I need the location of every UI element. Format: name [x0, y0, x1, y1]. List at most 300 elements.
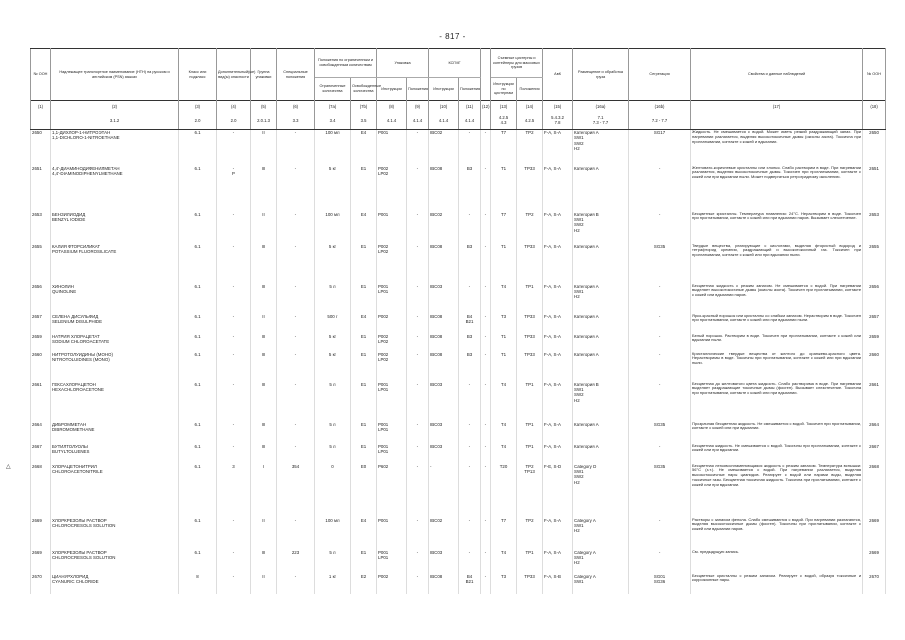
un-number: 2653 [31, 212, 51, 244]
header-limited: Ограниченные количества [315, 78, 351, 101]
ems-cell: F-A, S-A [543, 166, 573, 212]
header-class: Класс или подкласс [179, 49, 217, 101]
ems-cell: F-A, S-A [543, 518, 573, 550]
packaging-instr-cell: P001 LP01 [377, 284, 407, 314]
col12-cell: - [481, 166, 491, 212]
header-un-no-right: № ООН [863, 49, 886, 101]
ibc-instr-cell: IBC02 [429, 212, 459, 244]
column-number: (13) [491, 101, 517, 114]
substance-name [51, 130, 179, 166]
tank-instr-cell: T3 [491, 314, 517, 334]
header-ibc-instr: Инструкции [429, 78, 459, 101]
segregation-cell: SG35 [629, 244, 691, 284]
packaging-prov-cell: - [407, 166, 429, 212]
un-number: 2669 [31, 550, 51, 574]
packaging-instr-cell: P001 [377, 518, 407, 550]
col12-cell: - [481, 464, 491, 518]
un-number-right: 2669 [863, 518, 886, 550]
class-cell: 6.1 [179, 518, 217, 550]
segregation-cell: - [629, 284, 691, 314]
packaging-prov-cell: - [407, 244, 429, 284]
column-number: (16a) [573, 101, 629, 114]
un-number: 2659 [31, 334, 51, 352]
name-en: DIBROMOMETHANE [52, 426, 95, 432]
tank-prov-cell: TP1 [517, 550, 543, 574]
excepted-quantity-cell: E4 [351, 314, 377, 334]
subsidiary-cell: - P [217, 166, 251, 212]
column-reference: 7.2 - 7.7 [629, 113, 691, 130]
class-cell: 6.1 [179, 422, 217, 444]
un-number-right: 2656 [863, 284, 886, 314]
header-ems: АвК [543, 49, 573, 101]
special-provisions-cell: - [277, 382, 315, 422]
substance-name [51, 550, 179, 574]
ibc-prov-cell: B4 B21 [459, 574, 481, 594]
name-ru: ЦИАНУРХЛОРИД [52, 573, 89, 579]
column-reference: 2.0 [179, 113, 217, 130]
name-en: BENZYL IODIDE [52, 216, 86, 222]
substance-name [51, 212, 179, 244]
stowage-cell: Category A SW1 H2 [573, 550, 629, 574]
name-en: 4,4'-DIAMINODIPHENYLMETHANE [52, 170, 123, 176]
name-en: CHLOROCRESOLS SOLUTION [52, 522, 116, 528]
header-stowage: Размещение и обработка груза [573, 49, 629, 101]
subsidiary-cell: - [217, 352, 251, 382]
packing-group-cell: II [251, 130, 277, 166]
header-excepted: Освобожденные количества [351, 78, 377, 101]
tank-prov-cell: TP33 [517, 314, 543, 334]
name-en: CHLOROCRESOLS SOLUTION [52, 554, 116, 560]
special-provisions-cell: 223 [277, 550, 315, 574]
special-provisions-cell: - [277, 352, 315, 382]
column-number: (11) [459, 101, 481, 114]
excepted-quantity-cell: E1 [351, 422, 377, 444]
ibc-prov-cell: - [459, 464, 481, 518]
subsidiary-cell: - [217, 382, 251, 422]
table-body [31, 130, 886, 594]
ibc-prov-cell: - [459, 518, 481, 550]
un-number: 2670 [31, 574, 51, 594]
properties-cell: Желтовато-коричневые кристаллы или хлопья. Слабо растворим в воде. При нагревании разлагается, выделяя высокотоксичные дымы. Токсичен при проглатывании, контакте с кожей или при вдыхании пыли. Может подвергаться ретроградному окислению. [691, 166, 863, 212]
subsidiary-cell: - [217, 334, 251, 352]
limited-quantity-cell: 5 л [315, 422, 351, 444]
col12-cell: - [481, 212, 491, 244]
properties-cell: См. предыдущую запись. [691, 550, 863, 574]
name-en: POTASSIUM FLUOROSILICATE [52, 248, 117, 254]
properties-cell: Бесцветная жидкость. Не смешивается с водой. Токсичны при проглатывании, контакте с кожей или при вдыхании. [691, 444, 863, 464]
ems-cell: F-A, S-A [543, 382, 573, 422]
ibc-instr-cell: IBC08 [429, 244, 459, 284]
properties-cell: Прозрачная бесцветная жидкость. Не смешивается с водой. Токсичен при проглатывании, контакте с кожей или при вдыхании. [691, 422, 863, 444]
header-properties: Свойства и данные наблюдений [691, 49, 863, 101]
segregation-cell: - [629, 212, 691, 244]
packaging-prov-cell: - [407, 352, 429, 382]
column-number: (7b) [351, 101, 377, 114]
limited-quantity-cell: 100 мл [315, 518, 351, 550]
name-ru: ДИБРОММЕТАН [52, 421, 87, 427]
name-ru: БУТИЛТОЛУОЛЫ [52, 443, 88, 449]
ibc-prov-cell: - [459, 382, 481, 422]
class-cell: 6.1 [179, 550, 217, 574]
tank-instr-cell: T4 [491, 284, 517, 314]
segregation-cell: - [629, 550, 691, 574]
page-number: - 817 - [439, 32, 466, 41]
packaging-instr-cell: P001 LP01 [377, 550, 407, 574]
packaging-prov-cell: - [407, 444, 429, 464]
un-number: 2667 [31, 444, 51, 464]
subsidiary-cell: 3 [217, 464, 251, 518]
column-number: (6) [277, 101, 315, 114]
excepted-quantity-cell: E1 [351, 284, 377, 314]
packing-group-cell: III [251, 284, 277, 314]
packaging-prov-cell: - [407, 314, 429, 334]
ibc-prov-cell: B3 [459, 352, 481, 382]
tank-instr-cell: T7 [491, 130, 517, 166]
header-packaging: Упаковка [377, 49, 429, 78]
name-ru: БЕНЗИЛИОДИД [52, 211, 86, 217]
name-ru: СЕЛЕНА ДИСУЛЬФИД [52, 313, 99, 319]
un-number-right: 2670 [863, 574, 886, 594]
ibc-prov-cell: - [459, 284, 481, 314]
ems-cell: F-A, S-A [543, 352, 573, 382]
table-row [31, 352, 886, 382]
column-number-row [31, 101, 886, 114]
col12-cell: - [481, 244, 491, 284]
special-provisions-cell: - [277, 444, 315, 464]
tank-instr-cell: T4 [491, 382, 517, 422]
packaging-instr-cell: P002 LP02 [377, 334, 407, 352]
limited-quantity-cell: 1 кг [315, 574, 351, 594]
header-un-no: № ООН [31, 49, 51, 101]
header-packaging-instr: Инструкции [377, 78, 407, 101]
col12-cell: - [481, 352, 491, 382]
ibc-instr-cell: IBC02 [429, 130, 459, 166]
class-cell: 6.1 [179, 382, 217, 422]
column-number: (5) [251, 101, 277, 114]
table-row [31, 244, 886, 284]
packing-group-cell: II [251, 574, 277, 594]
dangerous-goods-list-table [30, 48, 886, 594]
column-reference [481, 113, 491, 130]
subsidiary-cell: - [217, 314, 251, 334]
special-provisions-cell: - [277, 518, 315, 550]
class-cell: 6.1 [179, 314, 217, 334]
ibc-instr-cell: IBC03 [429, 550, 459, 574]
special-provisions-cell: - [277, 422, 315, 444]
column-number: (9) [407, 101, 429, 114]
col12-cell: - [481, 550, 491, 574]
column-number: (17) [691, 101, 863, 114]
packaging-instr-cell: P002 LP02 [377, 166, 407, 212]
excepted-quantity-cell: E1 [351, 352, 377, 382]
un-number-right: 2650 [863, 130, 886, 166]
subsidiary-cell: - [217, 518, 251, 550]
stowage-cell: Категория A [573, 352, 629, 382]
ibc-instr-cell: IBC03 [429, 422, 459, 444]
class-cell: 6.1 [179, 244, 217, 284]
packing-group-cell: III [251, 244, 277, 284]
name-en: CYANURIC CHLORIDE [52, 578, 99, 584]
ems-cell: F-A, S-A [543, 130, 573, 166]
packaging-instr-cell: P001 LP01 [377, 444, 407, 464]
un-number-right: 2659 [863, 334, 886, 352]
column-reference: 4.1.4 [429, 113, 459, 130]
column-reference [31, 113, 51, 130]
segregation-cell: - [629, 314, 691, 334]
amendment-marker-icon: △ [6, 464, 11, 470]
class-cell: 6.1 [179, 284, 217, 314]
class-cell: 8 [179, 574, 217, 594]
subsidiary-cell: - [217, 574, 251, 594]
un-number-right: 2651 [863, 166, 886, 212]
header-ibc: КСГМГ [429, 49, 481, 78]
column-reference: 5.4.3.2 7.8 [543, 113, 573, 130]
column-reference: 3.4 [315, 113, 351, 130]
tank-instr-cell: T1 [491, 334, 517, 352]
segregation-cell: SG01 SG36 [629, 574, 691, 594]
column-reference: 4.1.4 [377, 113, 407, 130]
segregation-cell: SG35 [629, 464, 691, 518]
special-provisions-cell: - [277, 334, 315, 352]
packaging-instr-cell: P602 [377, 464, 407, 518]
packaging-instr-cell: P001 [377, 130, 407, 166]
stowage-cell: Category D SW1 SW2 H2 [573, 464, 629, 518]
column-reference: 4.2.5 [517, 113, 543, 130]
header-segregation: Сегрегация [629, 49, 691, 101]
name-ru: 1,1-ДИХЛОР-1-НИТРОЭТАН [52, 130, 111, 135]
col12-cell: - [481, 518, 491, 550]
column-number: (14) [517, 101, 543, 114]
ems-cell: F-A, S-A [543, 244, 573, 284]
special-provisions-cell: - [277, 212, 315, 244]
subsidiary-cell: - [217, 212, 251, 244]
packaging-prov-cell: - [407, 284, 429, 314]
column-number: (3) [179, 101, 217, 114]
un-number: 2660 [31, 352, 51, 382]
column-reference: 2.0 [217, 113, 251, 130]
tank-prov-cell: TP1 [517, 444, 543, 464]
name-ru: ХЛОРКРЕЗОЛЫ РАСТВОР [52, 549, 107, 555]
properties-cell: Твердые вещества, реагирующие с кислотами, выделяя фтористый водород и тетрафторид кремния, раздражающий и высокотоксичный газ. Токсичен при проглатывании, контакте с кожей или при вдыхании пыли. [691, 244, 863, 284]
excepted-quantity-cell: E1 [351, 244, 377, 284]
column-number: (10) [429, 101, 459, 114]
substance-name [51, 244, 179, 284]
tank-prov-cell: TP33 [517, 166, 543, 212]
name-en: SODIUM CHLOROACETATE [52, 338, 110, 344]
un-number-right: 2664 [863, 422, 886, 444]
packaging-prov-cell: - [407, 464, 429, 518]
excepted-quantity-cell: E4 [351, 130, 377, 166]
limited-quantity-cell: 100 мл [315, 130, 351, 166]
column-number: (2) [51, 101, 179, 114]
header-packaging-prov: Положения [407, 78, 429, 101]
substance-name [51, 166, 179, 212]
tank-prov-cell: TP2 TP13 [517, 464, 543, 518]
packaging-instr-cell: P002 [377, 314, 407, 334]
name-en: SELENIUM DISULPHIDE [52, 318, 103, 324]
tank-instr-cell: T4 [491, 444, 517, 464]
column-number: (8) [377, 101, 407, 114]
packing-group-cell: II [251, 314, 277, 334]
stowage-cell: Категория A [573, 444, 629, 464]
stowage-cell: Категория A SW1 SW2 H2 [573, 130, 629, 166]
packaging-instr-cell: P001 LP01 [377, 382, 407, 422]
tank-instr-cell: T1 [491, 166, 517, 212]
limited-quantity-cell: 5 л [315, 444, 351, 464]
un-number: 2661 [31, 382, 51, 422]
column-reference-row [31, 113, 886, 130]
table-row [31, 284, 886, 314]
substance-name [51, 314, 179, 334]
un-number: 2668 [31, 464, 51, 518]
un-number-right: 2660 [863, 352, 886, 382]
substance-name [51, 518, 179, 550]
tank-prov-cell: TP33 [517, 352, 543, 382]
ibc-prov-cell: - [459, 444, 481, 464]
excepted-quantity-cell: E1 [351, 382, 377, 422]
ems-cell: F-A, S-A [543, 334, 573, 352]
tank-instr-cell: T4 [491, 422, 517, 444]
tank-prov-cell: TP33 [517, 244, 543, 284]
packing-group-cell: I [251, 464, 277, 518]
limited-quantity-cell: 500 г [315, 314, 351, 334]
col12-cell: - [481, 314, 491, 334]
ibc-prov-cell: B3 [459, 244, 481, 284]
ibc-instr-cell: IBC02 [429, 518, 459, 550]
col12-cell: - [481, 284, 491, 314]
substance-name [51, 382, 179, 422]
special-provisions-cell: - [277, 574, 315, 594]
column-reference: 4.1.4 [407, 113, 429, 130]
tank-prov-cell: TP33 [517, 574, 543, 594]
table-row [31, 444, 886, 464]
tank-instr-cell: T7 [491, 518, 517, 550]
stowage-cell: Category A SW1 H2 [573, 518, 629, 550]
properties-cell: Кристаллические твердые вещества от желтого до оранжево-красного цвета. Нерастворимы в воде. Токсичны при проглатывании, контакте с кожей или при вдыхании пыли. [691, 352, 863, 382]
un-number: 2657 [31, 314, 51, 334]
substance-name [51, 444, 179, 464]
stowage-cell: Категория B SW1 SW2 H2 [573, 382, 629, 422]
subsidiary-cell: - [217, 284, 251, 314]
col12-cell: - [481, 334, 491, 352]
tank-instr-cell: T1 [491, 244, 517, 284]
col12-cell: - [481, 130, 491, 166]
un-number-right: 2653 [863, 212, 886, 244]
limited-quantity-cell: 100 мл [315, 212, 351, 244]
ibc-prov-cell: - [459, 422, 481, 444]
un-number-right: 2669 [863, 550, 886, 574]
properties-cell: Ярко-красный порошок или кристаллы со слабым запахом. Нерастворим в воде. Токсичен при проглатывании, контакте с кожей или при вдыхании пыли. [691, 314, 863, 334]
tank-instr-cell: T1 [491, 352, 517, 382]
limited-quantity-cell: 5 л [315, 550, 351, 574]
col12-cell: - [481, 574, 491, 594]
packing-group-cell: III [251, 352, 277, 382]
excepted-quantity-cell: E1 [351, 550, 377, 574]
ibc-prov-cell: B3 [459, 334, 481, 352]
stowage-cell: Категория A [573, 244, 629, 284]
column-reference: 4.1.4 [459, 113, 481, 130]
col12-cell: - [481, 444, 491, 464]
ibc-instr-cell: IBC03 [429, 284, 459, 314]
table-row [31, 422, 886, 444]
ems-cell: F-A, S-A [543, 314, 573, 334]
header-ibc-prov: Положения [459, 78, 481, 101]
properties-cell: Бесцветные кристаллы с резким запахом. Реагирует с водой, образуя токсичные и коррозионные пары. [691, 574, 863, 594]
table-row [31, 382, 886, 422]
column-number: (12) [481, 101, 491, 114]
name-en: QUINOLINE [52, 288, 77, 294]
table-row [31, 314, 886, 334]
class-cell: 6.1 [179, 444, 217, 464]
column-number: (1) [31, 101, 51, 114]
header-name: Надлежащее транспортное наименование (НТН) на русском и английском (PSN) языках [51, 49, 179, 101]
properties-cell: Растворы с запахом фенола. Слабо смешиваются с водой. При нагревании разлагаются, выделяя высокотоксичные дымы (фосген). Токсичны при проглатывании, контакте с кожей или вдыхании паров. [691, 518, 863, 550]
stowage-cell: Категория A [573, 314, 629, 334]
column-number: (15) [543, 101, 573, 114]
name-ru: 4,4'-ДИАМИНОДИФЕНИЛМЕТАН [52, 165, 120, 171]
packing-group-cell: II [251, 518, 277, 550]
packaging-prov-cell: - [407, 574, 429, 594]
tank-prov-cell: TP1 [517, 422, 543, 444]
excepted-quantity-cell: E1 [351, 334, 377, 352]
class-cell: 6.1 [179, 334, 217, 352]
packing-group-cell: III [251, 550, 277, 574]
name-ru: ГЕКСАХЛОРАЦЕТОН [52, 381, 96, 387]
class-cell: 6.1 [179, 166, 217, 212]
ibc-prov-cell: B3 [459, 166, 481, 212]
packaging-instr-cell: P002 LP02 [377, 244, 407, 284]
ems-cell: F-A, S-A [543, 212, 573, 244]
segregation-cell: - [629, 166, 691, 212]
header-portable-tanks: Съемные цистерны и контейнеры для массовых грузов [491, 49, 543, 78]
table-row [31, 464, 886, 518]
excepted-quantity-cell: E2 [351, 574, 377, 594]
header-packing-group: Группа упаковки [251, 49, 277, 101]
ibc-prov-cell: - [459, 130, 481, 166]
segregation-cell: - [629, 334, 691, 352]
column-reference [863, 113, 886, 130]
properties-cell: Бесцветная до желтоватого цвета жидкость. Слабо растворима в воде. При нагревании выделяет раздражающие токсичные дымы (фосген). Вызывает слезотечение. Токсична при проглатывании, контакте с кожей или при вдыхании. [691, 382, 863, 422]
class-cell: 6.1 [179, 212, 217, 244]
un-number-right: 2655 [863, 244, 886, 284]
column-number: (16b) [629, 101, 691, 114]
class-cell: 6.1 [179, 130, 217, 166]
ems-cell: F-A, S-A [543, 284, 573, 314]
stowage-cell: Категория A [573, 166, 629, 212]
table-row [31, 334, 886, 352]
subsidiary-cell: - [217, 244, 251, 284]
header-special-provisions: Специальные положения [277, 49, 315, 101]
ems-cell: F-A, S-B [543, 574, 573, 594]
limited-quantity-cell: 5 кг [315, 334, 351, 352]
stowage-cell: Категория A [573, 422, 629, 444]
column-number: (7a) [315, 101, 351, 114]
ems-cell: F-A, S-A [543, 444, 573, 464]
subsidiary-cell: - [217, 422, 251, 444]
tank-prov-cell: TP2 [517, 212, 543, 244]
segregation-cell: - [629, 518, 691, 550]
special-provisions-cell: - [277, 244, 315, 284]
ibc-instr-cell: IBC03 [429, 382, 459, 422]
special-provisions-cell: - [277, 130, 315, 166]
name-en: 1,1-DICHLORO-1-NITROETHANE [52, 135, 120, 141]
name-ru: КАЛИЯ ФТОРСИЛИКАТ [52, 243, 101, 249]
stowage-cell: Категория A [573, 334, 629, 352]
excepted-quantity-cell: E4 [351, 212, 377, 244]
name-en: HEXACHLOROACETONE [52, 386, 104, 392]
name-en: NITROTOLUIDINES (MONO) [52, 356, 110, 362]
un-number: 2664 [31, 422, 51, 444]
